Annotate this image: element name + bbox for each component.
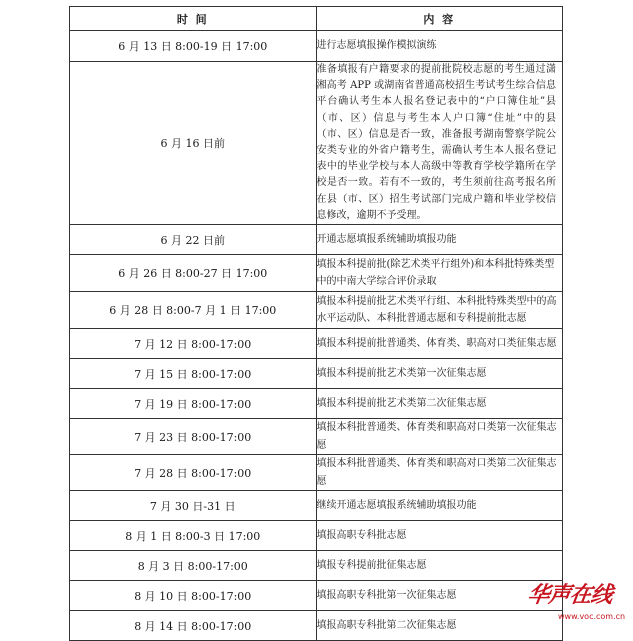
row-time: 7 月 12 日 8:00-17:00 [70, 329, 317, 359]
row-time: 8 月 14 日 8:00-17:00 [70, 611, 317, 641]
table-row [70, 611, 563, 641]
row-content: 继续开通志愿填报系统辅助填报功能 [316, 491, 563, 521]
row-time: 7 月 15 日 8:00-17:00 [70, 359, 317, 389]
row-content: 开通志愿填报系统辅助填报功能 [316, 225, 563, 255]
row-time: 7 月 23 日 8:00-17:00 [70, 419, 317, 455]
row-time: 7 月 19 日 8:00-17:00 [70, 389, 317, 419]
table-row [70, 581, 563, 611]
row-time: 8 月 3 日 8:00-17:00 [70, 551, 317, 581]
table-row [70, 419, 563, 455]
row-time: 6 月 22 日前 [70, 225, 317, 255]
row-content: 填报本科批普通类、体育类和职高对口类第一次征集志愿 [316, 419, 563, 455]
voc-watermark [525, 578, 628, 626]
table-row [70, 62, 563, 225]
row-content: 填报高职专科批第一次征集志愿 [316, 581, 563, 611]
row-time: 8 月 1 日 8:00-3 日 17:00 [70, 521, 317, 551]
row-time: 7 月 30 日-31 日 [70, 491, 317, 521]
table-row [70, 225, 563, 255]
table-row [70, 31, 563, 62]
row-content: 填报高职专科批志愿 [316, 521, 563, 551]
row-content: 填报本科提前批艺术类第二次征集志愿 [316, 389, 563, 419]
row-time: 7 月 28 日 8:00-17:00 [70, 455, 317, 491]
table-row [70, 292, 563, 329]
row-content: 填报专科提前批征集志愿 [316, 551, 563, 581]
watermark-logo: 华声在线 [525, 582, 614, 608]
table-row [70, 521, 563, 551]
row-time: 6 月 28 日 8:00-7 月 1 日 17:00 [70, 292, 317, 329]
row-time: 6 月 26 日 8:00-27 日 17:00 [70, 255, 317, 292]
row-content: 填报本科提前批艺术类平行组、本科批特殊类型中的高水平运动队、本科批普通志愿和专科提前批志愿 [316, 292, 563, 329]
table-row [70, 329, 563, 359]
table-row [70, 455, 563, 491]
row-content: 填报本科提前批(除艺术类平行组外)和本科批特殊类型中的中南大学综合评价录取 [316, 255, 563, 292]
table-header-row [70, 7, 563, 31]
row-content: 填报高职专科批第二次征集志愿 [316, 611, 563, 641]
row-content: 填报本科批普通类、体育类和职高对口类第二次征集志愿 [316, 455, 563, 491]
table-row [70, 255, 563, 292]
watermark-url: www.voc.com.cn [558, 612, 626, 621]
table-row [70, 491, 563, 521]
row-content: 进行志愿填报操作模拟演练 [316, 31, 563, 62]
row-time: 6 月 13 日 8:00-19 日 17:00 [70, 31, 317, 62]
header-content: 内 容 [316, 7, 563, 31]
row-content: 填报本科提前批艺术类第一次征集志愿 [316, 359, 563, 389]
row-content: 填报本科提前批普通类、体育类、职高对口类征集志愿 [316, 329, 563, 359]
row-time: 6 月 16 日前 [70, 62, 317, 225]
table-row [70, 389, 563, 419]
schedule-table [69, 6, 563, 641]
header-time: 时 间 [70, 7, 317, 31]
row-content: 准备填报有户籍要求的提前批院校志愿的考生通过潇湘高考 APP 或湖南省普通高校招生考试考生综合信息平台确认考生本人报名登记表中的“户口簿住址”县（市、区）信息与考生本人户口簿“住址”中的县（市、区）信息是否一致，准备报考湖南警察学院公安类专业的外省户籍考生，需确认考生本人报名登记表中的毕业学校与本人高级中等教育学校学籍所在学校是否一致。若有不一致的，考生须前往高考报名所在县（市、区）招生考试部门完成户籍和毕业学校信息修改，逾期不予受理。 [316, 62, 563, 225]
table-row [70, 359, 563, 389]
row-time: 8 月 10 日 8:00-17:00 [70, 581, 317, 611]
table-row [70, 551, 563, 581]
